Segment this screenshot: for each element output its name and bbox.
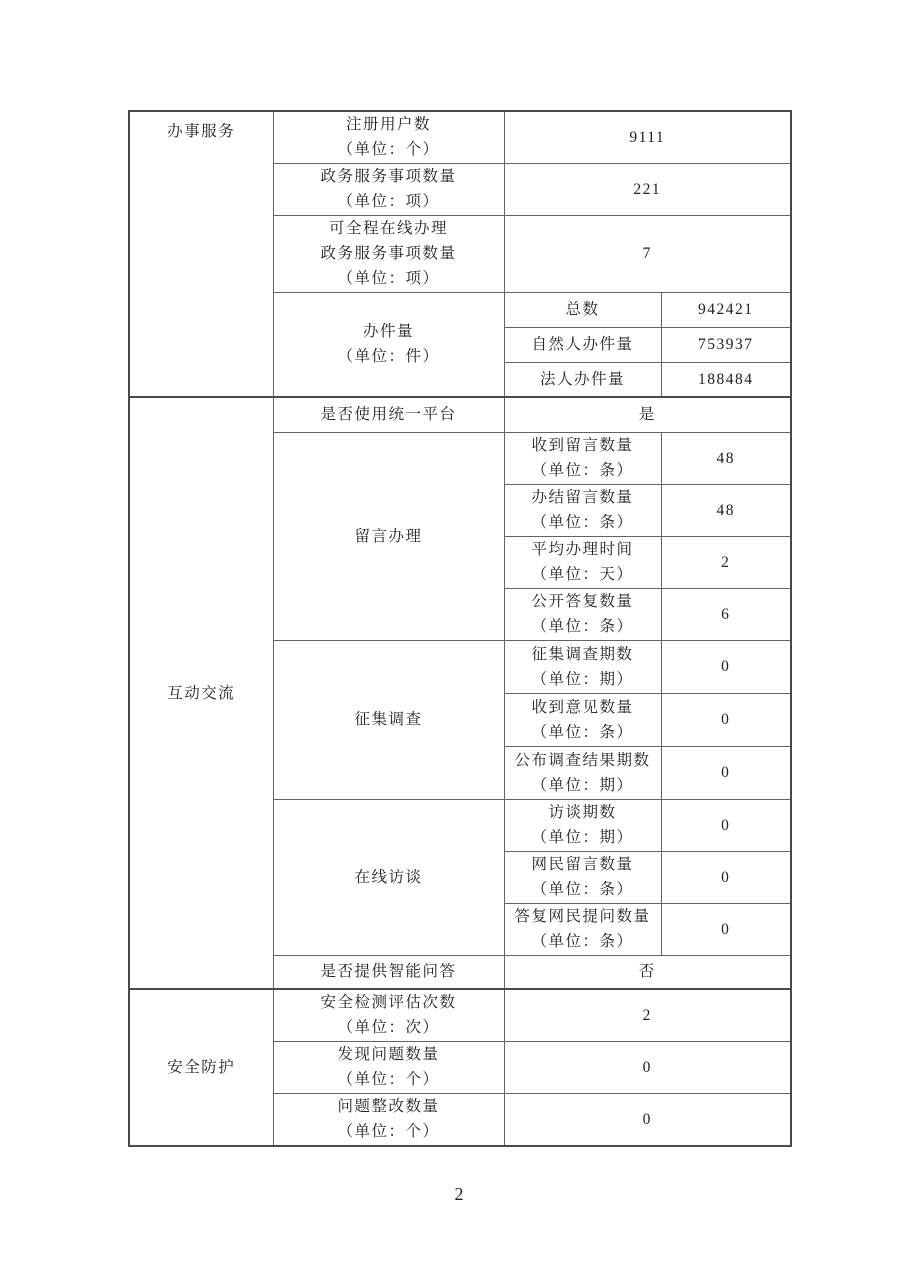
sublabel-unit-line: （单位：期） [531, 776, 634, 794]
label-unit-line: （单位：个） [337, 1123, 440, 1141]
label-unit-line: （单位：次） [337, 1019, 440, 1037]
label-cell [273, 215, 504, 292]
subvalue-cell: 2 [661, 536, 791, 588]
label-cell: 是否提供智能问答 [273, 955, 504, 989]
sublabel-unit-line: （单位：条） [531, 933, 634, 950]
sublabel-cell [504, 799, 661, 851]
value-cell: 0 [504, 1093, 791, 1146]
value-cell: 7 [504, 215, 791, 292]
label-line: 安全检测评估次数 [320, 994, 457, 1012]
subvalue-cell: 942421 [661, 292, 791, 327]
table-row [129, 989, 791, 1041]
sublabel-line: 平均办理时间 [531, 541, 634, 558]
label-unit-line: （单位：件） [337, 348, 440, 366]
subvalue-cell: 0 [661, 693, 791, 746]
subvalue-cell: 0 [661, 903, 791, 955]
sublabel-line: 公开答复数量 [531, 593, 634, 610]
subvalue-cell: 6 [661, 588, 791, 640]
sublabel-cell [504, 903, 661, 955]
sublabel-line: 收到留言数量 [531, 437, 634, 454]
value-cell: 0 [504, 1041, 791, 1093]
subvalue-cell: 48 [661, 432, 791, 484]
sublabel-unit-line: （单位：期） [531, 829, 634, 846]
sublabel-cell [504, 746, 661, 799]
sublabel-cell [504, 432, 661, 484]
value-cell: 9111 [504, 111, 791, 163]
label-cell-messages: 留言办理 [273, 432, 504, 640]
sublabel-line: 办结留言数量 [531, 489, 634, 506]
subvalue-cell: 753937 [661, 327, 791, 362]
sublabel-line: 征集调查期数 [531, 645, 634, 663]
sublabel-cell: 总数 [504, 292, 661, 327]
sublabel-unit-line: （单位：条） [531, 723, 634, 741]
label-line: 问题整改数量 [337, 1098, 440, 1116]
label-unit-line: （单位：个） [337, 1071, 440, 1088]
label-cell-caseload [273, 292, 504, 397]
sublabel-cell [504, 851, 661, 903]
label-cell [273, 989, 504, 1041]
subvalue-cell: 48 [661, 484, 791, 536]
label-unit-line: （单位：个） [337, 141, 440, 159]
sublabel-line: 访谈期数 [548, 804, 617, 821]
label-cell: 是否使用统一平台 [273, 397, 504, 432]
label-cell [273, 163, 504, 215]
group-cell-interaction: 互动交流 [129, 397, 273, 989]
value-cell: 2 [504, 989, 791, 1041]
sublabel-unit-line: （单位：期） [531, 670, 634, 688]
sublabel-unit-line: （单位：天） [531, 566, 634, 583]
label-cell-surveys: 征集调查 [273, 640, 504, 799]
label-line: 可全程在线办理 [328, 220, 448, 237]
subvalue-cell: 188484 [661, 362, 791, 397]
sublabel-unit-line: （单位：条） [531, 881, 634, 898]
sublabel-cell [504, 588, 661, 640]
sublabel-line: 收到意见数量 [531, 698, 634, 716]
sublabel-cell [504, 640, 661, 693]
subvalue-cell: 0 [661, 640, 791, 693]
subvalue-cell: 0 [661, 746, 791, 799]
sublabel-unit-line: （单位：条） [531, 514, 634, 531]
table-row [129, 111, 791, 163]
sublabel-line: 公布调查结果期数 [514, 751, 651, 769]
subvalue-cell: 0 [661, 799, 791, 851]
label-line: 办件量 [362, 323, 414, 341]
sublabel-line: 网民留言数量 [531, 856, 634, 873]
sublabel-cell [504, 484, 661, 536]
label-line: 发现问题数量 [337, 1046, 440, 1063]
table-row [129, 397, 791, 432]
label-cell [273, 1093, 504, 1146]
label-line: 注册用户数 [345, 116, 431, 134]
value-cell: 是 [504, 397, 791, 432]
sublabel-unit-line: （单位：条） [531, 618, 634, 635]
report-table [128, 110, 792, 1147]
sublabel-cell [504, 536, 661, 588]
sublabel-line: 答复网民提问数量 [514, 908, 651, 925]
label-line: 政务服务事项数量 [320, 168, 457, 185]
sublabel-cell [504, 693, 661, 746]
subvalue-cell: 0 [661, 851, 791, 903]
group-cell-security: 安全防护 [129, 989, 273, 1146]
sublabel-cell: 自然人办件量 [504, 327, 661, 362]
label-cell [273, 1041, 504, 1093]
sublabel-unit-line: （单位：条） [531, 462, 634, 479]
page-number: 2 [454, 1184, 464, 1204]
group-cell-services: 办事服务 [129, 111, 273, 397]
value-cell: 221 [504, 163, 791, 215]
label-unit-line: （单位：项） [337, 270, 440, 287]
label-line: 政务服务事项数量 [320, 245, 457, 262]
label-cell [273, 111, 504, 163]
sublabel-cell: 法人办件量 [504, 362, 661, 397]
label-unit-line: （单位：项） [337, 193, 440, 210]
value-cell: 否 [504, 955, 791, 989]
label-cell-interviews: 在线访谈 [273, 799, 504, 955]
